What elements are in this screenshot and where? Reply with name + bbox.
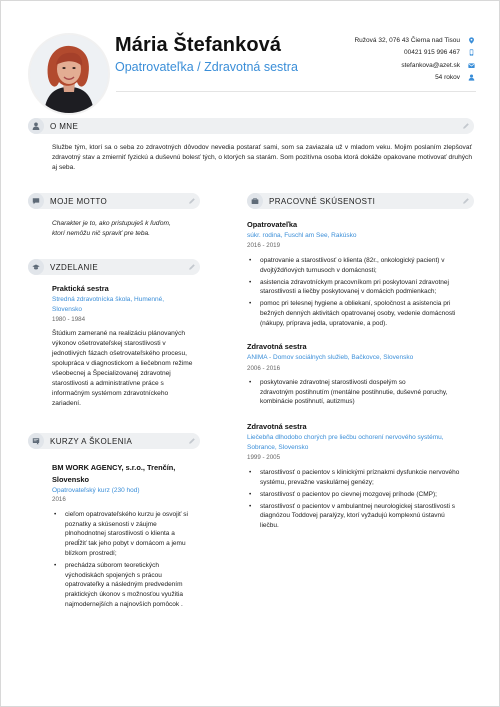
- profile-photo-image: [30, 35, 108, 113]
- bullet-line: liečbu.: [260, 522, 279, 530]
- section-motto-icon-wrap: [28, 193, 44, 209]
- education-school: [52, 295, 164, 314]
- bullet-line: opatrovateľky a následným predvedením: [65, 581, 183, 589]
- education-description-line: jednotlivých fázach ošetrovateľského procesu,: [52, 350, 187, 357]
- section-about-icon-wrap: [28, 118, 44, 134]
- bullet-line: • starostlivosť o pacientov po cievnej mozgovej príhode (CMP);: [260, 490, 437, 498]
- list-item: [260, 468, 475, 487]
- list-item: [260, 299, 475, 328]
- graduation-cap-icon: [32, 263, 40, 271]
- section-about-header: [28, 118, 474, 134]
- education-description-line: zariadení.: [52, 400, 81, 407]
- education-degree: Praktická sestra: [52, 284, 109, 293]
- section-education-header: [28, 259, 200, 275]
- job-title: Zdravotná sestra: [247, 422, 307, 431]
- list-item: [260, 278, 475, 297]
- bullet-line: praktických úkonov s možnosťou využitia: [65, 590, 184, 598]
- bullet-line: starostlivosti a liečby poskytovanej v domácich podmienkach;: [260, 288, 437, 296]
- motto-line: Charakter je to, ako pristupuješ k ľuďom,: [52, 220, 171, 227]
- bullet-line: • asistencia zdravotníckym pracovníkom pri poskytovaní zdravotnej: [260, 278, 449, 286]
- education-dates: 1980 - 1984: [52, 316, 86, 323]
- section-experience-title: PRACOVNÉ SKÚSENOSTI: [269, 196, 376, 206]
- contact-age: [235, 72, 475, 85]
- job-dates: 2016 - 2019: [247, 242, 281, 249]
- pencil-icon[interactable]: [462, 122, 470, 130]
- job-title: Zdravotná sestra: [247, 342, 307, 351]
- contact-age-text: 54 rokov: [435, 74, 460, 82]
- list-item: [65, 561, 225, 610]
- section-motto-title: MOJE MOTTO: [50, 196, 108, 206]
- section-courses-header: [28, 433, 200, 449]
- job-title: Opatrovateľka: [247, 220, 298, 229]
- job-employer: ANIMA - Domov sociálnych služieb, Bačkovce, Slovensko: [247, 354, 414, 361]
- list-item: [260, 490, 475, 500]
- certificate-icon: [32, 437, 40, 445]
- profile-photo: [28, 33, 110, 115]
- list-item: [260, 256, 475, 275]
- section-education-icon-wrap: [28, 259, 44, 275]
- section-education-title: VZDELANIE: [50, 262, 99, 272]
- bullet-line: (nákupy, príprava jedla, upratovanie, a pod).: [260, 319, 388, 327]
- section-courses-icon-wrap: [28, 433, 44, 449]
- course-bullets: [65, 510, 225, 612]
- job-employer: [247, 433, 444, 452]
- contact-phone-text: 00421 915 996 467: [403, 49, 460, 57]
- job-dates: 1999 - 2005: [247, 454, 281, 461]
- section-courses-title: KURZY A ŠKOLENIA: [50, 436, 133, 446]
- contact-list: [235, 34, 475, 84]
- bullet-line: • poskytovanie zdravotnej starostlivosti dospelým so: [260, 379, 406, 386]
- person-icon: [32, 122, 40, 130]
- job-bullets: [260, 378, 475, 409]
- job-employer-line: Sobrance, Slovensko: [247, 443, 309, 451]
- bullet-line: predĺžiť tak jeho pobyt v domácom a jemu: [65, 540, 186, 548]
- job-employer-line: Liečebňa dlhodobo chorých pre liečbu ochorení nervového systému,: [247, 434, 444, 441]
- section-experience-header: [247, 193, 474, 209]
- bullet-line: • cieľom opatrovateľského kurzu je osvojiť si: [65, 511, 188, 518]
- bullet-line: • starostlivosť o pacientov s klinickými príznakmi dysfunkcie nervového: [260, 469, 460, 476]
- education-school-line: Stredná zdravotnícka škola, Humenné,: [52, 296, 165, 303]
- bullet-line: • pomoc pri telesnej hygiene a obliekaní, spoločnost a asistencia pri: [260, 300, 451, 308]
- motto-line: ktorí nemôžu nič spraviť pre teba.: [52, 230, 150, 237]
- job-bullets: [260, 256, 475, 331]
- bullet-line: plnohodnotnej starostlivosti o klienta a: [65, 530, 175, 538]
- education-description: [52, 329, 212, 409]
- briefcase-icon: [251, 197, 259, 205]
- location-icon: [468, 37, 475, 44]
- course-name: Opatrovateľský kurz (230 hod): [52, 487, 140, 494]
- contact-phone: [235, 47, 475, 60]
- education-description-line: všeobecnej a Špecializovanej zdravotnej: [52, 370, 171, 377]
- bullet-line: východiskách spojených s prácou: [65, 571, 162, 579]
- pencil-icon[interactable]: [462, 197, 470, 205]
- list-item: [65, 510, 225, 559]
- pencil-icon[interactable]: [188, 263, 196, 271]
- course-provider-line: BM WORK AGENCY, s.r.o., Trenčín,: [52, 463, 176, 472]
- bullet-line: diagnózou Toddovej paralýzy, ktorí vyžadujú komplexnú ústavnú: [260, 512, 445, 520]
- education-description-line: Štúdium zamerané na realizáciu plánovaných: [52, 330, 186, 337]
- education-description-line: starostlivosti a administratívne práce s: [52, 380, 164, 387]
- education-description-line: informačným systémom zdravotníckeho: [52, 390, 169, 397]
- education-description-line: spolupráca v diagnostickom a liečebnom režime: [52, 360, 193, 367]
- bullet-line: blízkom prostredí;: [65, 549, 117, 557]
- job-subtitle: Opatrovateľka / Zdravotná sestra: [115, 60, 298, 74]
- contact-email: [235, 59, 475, 72]
- about-text: Službe tým, ktorí sa o seba zo zdravotných dôvodov nevedia postarať sami, som sa zaviazala už v mladom veku. Mojim poslaním zlepšovať zdravotný stav a zmierniť fyzickú a duševnú bolesť tých, o ktorých sa starám. Som pozitívna osoba ktorá dokáže opakovane motivovať druhých aj seba.: [52, 144, 472, 171]
- bullet-line: kombinácie postihnutí, autizmus): [260, 398, 355, 406]
- bullet-line: • opatrovanie a starostlivosť o klienta (82r., onkologický pacient) v: [260, 257, 445, 264]
- pencil-icon[interactable]: [188, 197, 196, 205]
- candidate-name: Mária Štefanková: [115, 34, 282, 56]
- bullet-line: systému, prevažne vaskulárnej genézy;: [260, 478, 374, 486]
- speech-bubble-icon: [32, 197, 40, 205]
- course-provider-line: Slovensko: [52, 475, 89, 484]
- bullet-line: zdravotným postihnutím (mentálne postihnutie, duševné poruchy,: [260, 388, 448, 396]
- bullet-line: • starostlivosť o pacientov v ambulantnej neurologickej starostlivosti s: [260, 502, 456, 510]
- motto-text: [52, 219, 202, 239]
- email-icon: [468, 62, 475, 69]
- bullet-line: bežných denných aktivitách opatrovanej osoby, vedenie domácnosti: [260, 310, 456, 318]
- pencil-icon[interactable]: [188, 437, 196, 445]
- job-employer: súkr. rodina, Fuschl am See, Rakúsko: [247, 232, 357, 239]
- bullet-line: poznatky a skúsenosti v záujme: [65, 520, 157, 528]
- education-description-line: výkonov ošetrovateľskej starostlivosti v: [52, 340, 166, 347]
- course-year: 2016: [52, 496, 66, 503]
- phone-icon: [468, 49, 475, 56]
- section-motto-header: [28, 193, 200, 209]
- header-divider: [116, 91, 476, 92]
- list-item: [260, 502, 475, 531]
- list-item: [260, 378, 475, 407]
- course-provider: [52, 462, 175, 486]
- education-school-line: Slovensko: [52, 305, 82, 313]
- bullet-line: najmodernejších a najnovších pomôcok .: [65, 600, 183, 608]
- contact-address-text: Ružová 32, 076 43 Čierna nad Tisou: [354, 36, 460, 44]
- person-icon: [468, 74, 475, 81]
- section-about-title: O MNE: [50, 121, 79, 131]
- job-bullets: [260, 468, 475, 533]
- contact-address: [235, 34, 475, 47]
- bullet-line: • prechádza súborom teoretických: [65, 561, 159, 569]
- section-experience-icon-wrap: [247, 193, 263, 209]
- contact-email-text[interactable]: stefankova@azet.sk: [401, 61, 460, 69]
- job-dates: 2006 - 2016: [247, 365, 281, 372]
- bullet-line: dvojtýždňových turnusoch v domácnosti;: [260, 266, 377, 274]
